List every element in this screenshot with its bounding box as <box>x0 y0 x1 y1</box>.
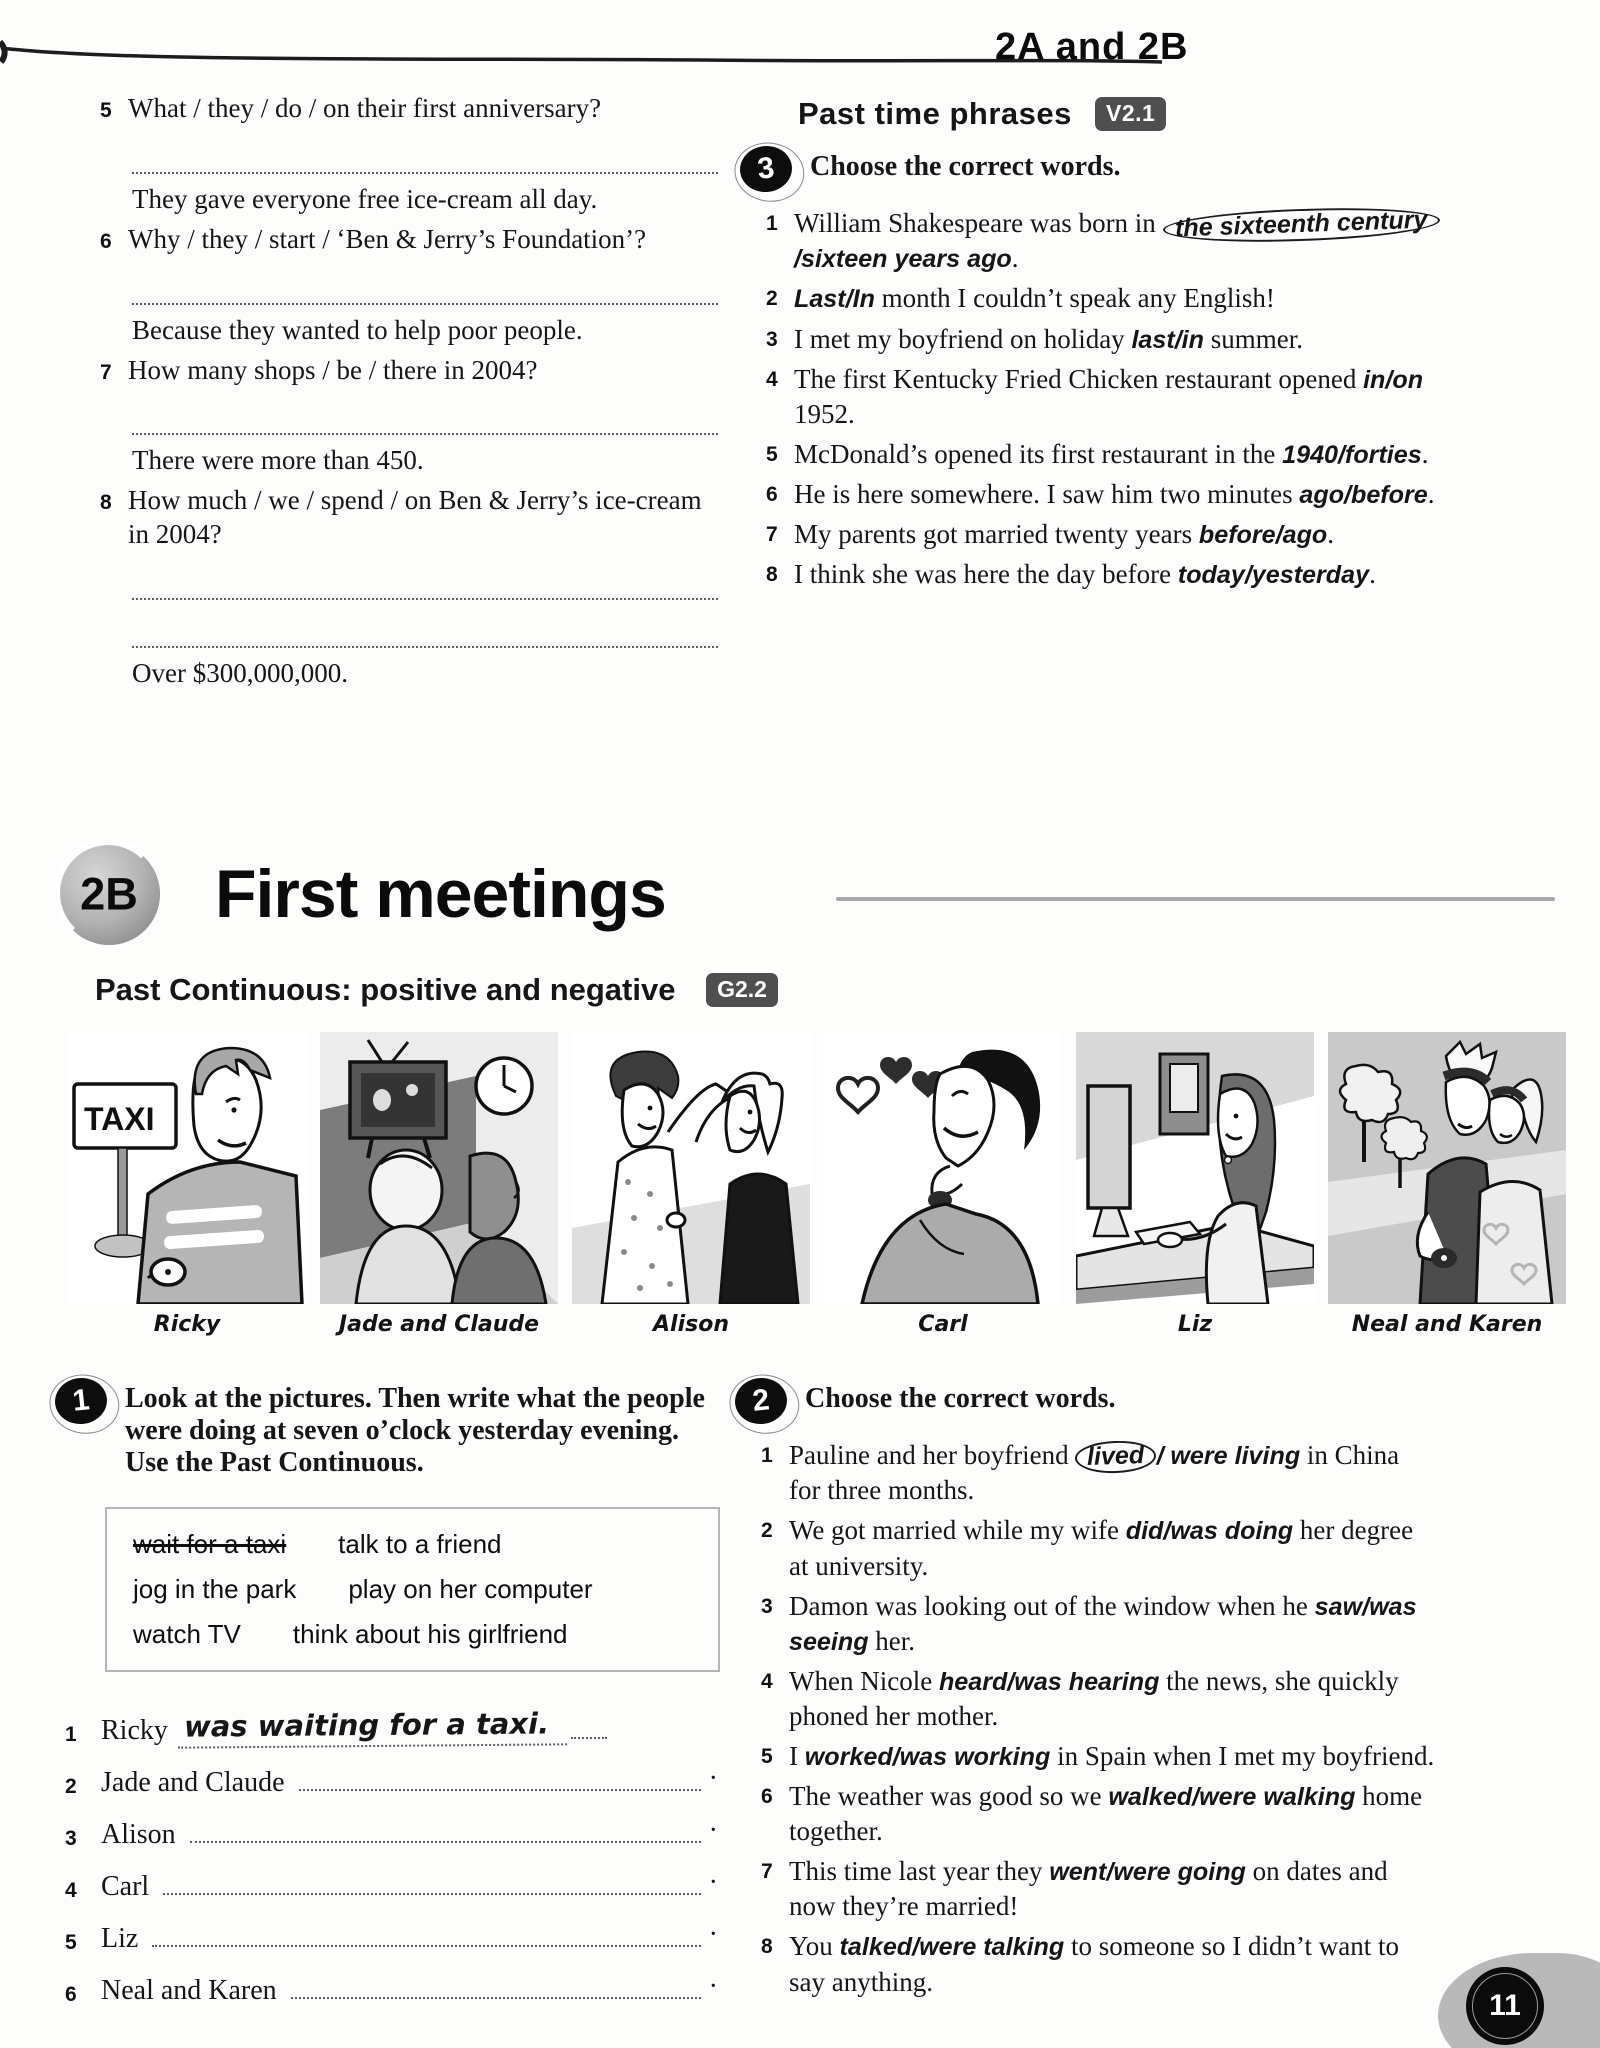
item-number: 3 <box>761 1594 773 1618</box>
answer-text: Because they wanted to help poor people. <box>132 314 583 345</box>
person-name: Liz <box>101 1923 139 1954</box>
exercise-2a-questions <box>100 92 718 697</box>
write-line <box>152 1919 700 1947</box>
man-in-love-illustration <box>824 1032 1062 1304</box>
picture-caption: Alison <box>653 1312 729 1337</box>
question-text: How many shops / be / there in 2004? <box>128 354 538 385</box>
taxi-scene-illustration <box>68 1032 306 1304</box>
write-line <box>132 134 718 174</box>
picture-caption: Jade and Claude <box>338 1312 540 1337</box>
item-number: 6 <box>761 1785 773 1809</box>
sentence: The weather was good so we walked/were walking home together. <box>789 1781 1423 1847</box>
sentence: We got married while my wife did/was doing her degree at university. <box>789 1515 1414 1581</box>
list-item <box>65 1919 720 1955</box>
sentence: He is here somewhere. I saw him two minutes ago/before. <box>794 478 1435 509</box>
unit-2b-header <box>55 840 1600 948</box>
block-heading: Past time phrases V2.1 <box>798 96 1450 132</box>
sentence: I met my boyfriend on holiday last/in summer. <box>794 323 1303 354</box>
item-number: 1 <box>761 1444 773 1467</box>
write-line <box>132 608 718 648</box>
exercise-number-circle: 1 <box>53 1375 110 1426</box>
person-name: Carl <box>101 1871 150 1902</box>
unit-badge-sphere <box>55 840 163 948</box>
question-text: What / they / do / on their first anniversary? <box>128 93 602 123</box>
sentence: I worked/was working in Spain when I met my boyfriend. <box>789 1741 1435 1772</box>
write-line <box>132 395 718 435</box>
exercise-instruction: Choose the correct words. <box>810 151 1121 182</box>
exercise-number-circle: 2 <box>733 1375 790 1426</box>
item-number: 2 <box>761 1519 773 1543</box>
sentence: Last/In month I couldn’t speak any English! <box>794 283 1275 314</box>
person-name: Ricky <box>101 1715 168 1746</box>
section-2b-exercises <box>0 1378 1600 2023</box>
watching-tv-illustration <box>320 1032 558 1304</box>
item-number: 6 <box>766 482 778 506</box>
page-header: 2A and 2B <box>995 26 1189 68</box>
item-number: 1 <box>766 212 778 235</box>
question-text: How much / we / spend / on Ben & Jerry’s ice-cream in 2004? <box>128 485 702 549</box>
choose-words-list <box>761 1438 1435 2000</box>
sentence: My parents got married twenty years before/ago. <box>794 519 1334 550</box>
section-2a <box>0 92 1600 697</box>
reference-badge: V2.1 <box>1095 97 1166 131</box>
item-number: 7 <box>761 1860 773 1884</box>
word-box-item: watch TV <box>133 1619 241 1649</box>
woman-at-computer-illustration <box>1076 1032 1314 1304</box>
word-box-item: play on her computer <box>348 1574 593 1604</box>
picture-caption: Liz <box>1177 1312 1213 1337</box>
illustration-liz <box>1076 1032 1314 1337</box>
question-item <box>100 223 718 346</box>
write-line <box>571 1711 607 1739</box>
item-number: 4 <box>761 1669 773 1693</box>
picture-caption: Carl <box>918 1312 968 1337</box>
item-number: 6 <box>65 1983 77 2006</box>
item-number: 4 <box>65 1879 77 1902</box>
list-item <box>65 1971 720 2007</box>
item-number: 8 <box>761 1935 773 1959</box>
unit-title: First meetings <box>215 856 666 932</box>
illustration-ricky <box>68 1032 306 1337</box>
line-end-dot: · <box>708 1971 718 2002</box>
line-end-dot: · <box>708 1919 718 1950</box>
list-item <box>65 1708 720 1747</box>
exercise-instruction: Look at the pictures. Then write what the people were doing at seven o’clock yesterday evening. Use the Past Continuous. <box>125 1383 705 1478</box>
picture-caption: Ricky <box>153 1312 221 1337</box>
sentence: Pauline and her boyfriend lived / were living in China for three months. <box>789 1440 1400 1506</box>
jogging-couple-illustration <box>1328 1032 1566 1304</box>
exercise-1 <box>55 1378 720 2023</box>
exercise-number-circle: 3 <box>738 143 795 194</box>
person-name: Neal and Karen <box>101 1975 277 2006</box>
page-number: 11 <box>1466 1967 1544 2045</box>
sentence: This time last year they went/were going on dates and now they’re married! <box>789 1856 1388 1922</box>
illustration-carl <box>824 1032 1062 1337</box>
item-number: 8 <box>766 563 778 587</box>
svg-text:TAXI: TAXI <box>84 1101 155 1137</box>
illustration-neal-and-karen <box>1328 1032 1566 1337</box>
line-end-dot: · <box>708 1815 718 1846</box>
item-number: 5 <box>761 1745 773 1769</box>
item-number: 5 <box>100 99 112 122</box>
word-box-item: think about his girlfriend <box>292 1619 568 1649</box>
exercise-instruction: Choose the correct words. <box>805 1383 1116 1414</box>
list-item <box>65 1867 720 1903</box>
question-item <box>100 484 718 689</box>
top-rule <box>0 38 1165 78</box>
title-rule <box>836 897 1555 901</box>
list-item <box>65 1815 720 1851</box>
person-name: Jade and Claude <box>101 1767 285 1798</box>
sentence: You talked/were talking to someone so I didn’t want to say anything. <box>789 1931 1399 1997</box>
write-line <box>163 1867 700 1895</box>
item-number: 5 <box>766 442 778 466</box>
write-line <box>190 1815 701 1843</box>
item-number: 2 <box>766 287 778 311</box>
item-number: 8 <box>100 491 112 515</box>
person-name: Alison <box>101 1819 176 1850</box>
question-item <box>100 92 718 215</box>
past-time-phrases-block <box>740 92 1450 697</box>
write-line <box>299 1763 701 1791</box>
item-number: 5 <box>65 1931 77 1954</box>
item-number: 1 <box>65 1723 77 1746</box>
write-in-list <box>65 1708 720 2007</box>
list-item <box>65 1763 720 1799</box>
question-text: Why / they / start / ‘Ben & Jerry’s Foundation’? <box>128 223 647 254</box>
item-number: 7 <box>100 360 112 384</box>
answer-text: They gave everyone free ice-cream all day. <box>132 183 598 214</box>
illustration-alison <box>572 1032 810 1337</box>
exercise-2 <box>735 1378 1435 2023</box>
item-number: 3 <box>65 1827 77 1850</box>
illustration-jade-and-claude <box>320 1032 558 1337</box>
question-item <box>100 354 718 477</box>
word-box <box>105 1507 720 1672</box>
write-line <box>132 265 718 305</box>
item-number: 3 <box>766 327 778 351</box>
word-box-item: wait for a taxi <box>133 1529 287 1559</box>
sentence: When Nicole heard/was hearing the news, she quickly phoned her mother. <box>789 1665 1399 1731</box>
word-box-item: jog in the park <box>133 1574 297 1604</box>
write-line <box>132 560 718 600</box>
item-number: 4 <box>766 367 778 391</box>
sentence: Damon was looking out of the window when he saw/was seeing her. <box>789 1590 1417 1656</box>
item-number: 7 <box>766 523 778 547</box>
word-box-item: talk to a friend <box>338 1529 502 1559</box>
handwritten-answer: was waiting for a taxi. <box>178 1706 567 1748</box>
unit-badge-label: 2B <box>80 868 138 920</box>
item-number: 6 <box>100 229 112 253</box>
picture-caption: Neal and Karen <box>1351 1312 1543 1337</box>
write-line <box>291 1971 701 1999</box>
answer-text: Over $300,000,000. <box>132 657 348 688</box>
answer-text: There were more than 450. <box>132 445 424 476</box>
sentence: McDonald’s opened its first restaurant in the 1940/forties. <box>794 438 1429 469</box>
sentence: I think she was here the day before today/yesterday. <box>794 559 1376 590</box>
sentence: The first Kentucky Fried Chicken restaurant opened in/on 1952. <box>794 363 1424 429</box>
choose-words-list <box>766 206 1450 592</box>
line-end-dot: · <box>708 1867 718 1898</box>
item-number: 2 <box>65 1775 77 1798</box>
two-women-talking-illustration <box>572 1032 810 1304</box>
line-end-dot: · <box>708 1763 718 1794</box>
grammar-heading: Past Continuous: positive and negative G2.2 <box>95 972 778 1008</box>
picture-strip <box>68 1032 1566 1337</box>
sentence: William Shakespeare was born in the sixteenth century/sixteen years ago. <box>794 206 1450 276</box>
reference-badge: G2.2 <box>706 973 778 1007</box>
